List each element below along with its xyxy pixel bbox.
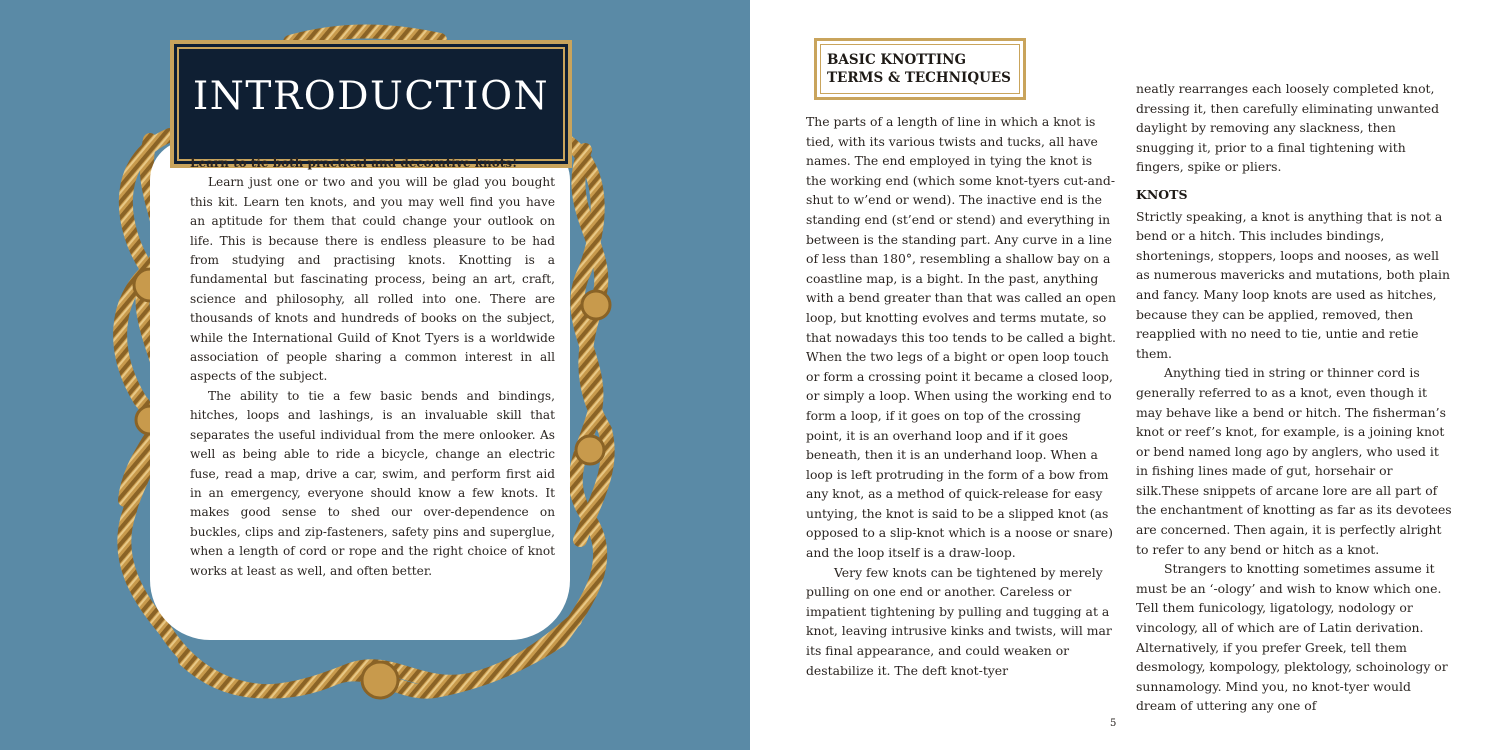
intro-body <box>190 154 555 581</box>
section-heading-line-2: TERMS & TECHNIQUES <box>827 70 1011 86</box>
col2-paragraph-2: Strictly speaking, a knot is anything that is not a bend or a hitch. This includes bindings, shortenings, stoppers, loops and nooses, as well as numerous mavericks and mutations, both plain and fancy. Many loop knots are used as hitches, because they can be applied, removed, then reapplied with no need to tie, untie and retie them. <box>1136 208 1450 361</box>
section-heading-line-1: BASIC KNOTTING <box>827 52 967 68</box>
page-number: 5 <box>1110 718 1117 729</box>
section-heading-frame <box>814 38 1026 100</box>
knots-heading: KNOTS <box>1136 186 1188 202</box>
title-frame <box>170 40 572 168</box>
text-column-2 <box>1136 79 1454 716</box>
intro-lead: Learn to tie both practical and decorative knots! <box>190 156 518 170</box>
col2-paragraph-1: neatly rearranges each loosely completed knot, dressing it, then carefully eliminating unwanted daylight by removing any slackness, then snugging it, prior to a final tightening with fingers, spike or pliers. <box>1136 81 1440 175</box>
intro-paragraph-1: Learn just one or two and you will be glad you bought this kit. Learn ten knots, and you may well find you have an aptitude for them that could change your outlook on life. This is because there is endless pleasure to be had from studying and practising knots. Knotting is a fundamental but fascinating process, being an art, craft, science and philosophy, all rolled into one. There are thousands of knots and hundreds of books on the subject, while the International Guild of Knot Tyers is a worldwide association of people sharing a common interest in all aspects of the subject. <box>190 175 555 384</box>
text-column-1 <box>806 112 1116 680</box>
col1-paragraph-1: The parts of a length of line in which a knot is tied, with its various twists and tucks, all have names. The end employed in tying the knot is the working end (which some knot-tyers cut-and-shut to w’end or wend). The inactive end is the standing end (st’end or stend) and everything in between is the standing part. Any curve in a line of less than 180°, resembling a shallow bay on a coastline map, is a bight. In the past, anything with a bend greater than that was called an open loop, but knotting evolves and terms mutate, so that nowadays this too tends to be called a bight. When the two legs of a bight or open loop touch or form a crossing point it became a closed loop, or simply a loop. When using the working end to form a loop, if it goes on top of the crossing point, it is an overhand loop and if it goes beneath, then it is an underhand loop. When a loop is left protruding in the form of a bow from any knot, as a method of quick-release for easy untying, the knot is said to be a slipped knot (as opposed to a slip-knot which is a noose or snare) and the loop itself is a draw-loop. <box>806 114 1116 561</box>
page-title: INTRODUCTION <box>192 74 550 119</box>
intro-paragraph-2: The ability to tie a few basic bends and bindings, hitches, loops and lashings, is an invaluable skill that separates the useful individual from the mere onlooker. As well as being able to ride a bicycle, change an electric fuse, read a map, drive a car, swim, and perform first aid in an emergency, everyone should know a few knots. It makes good sense to shed our over-dependence on buckles, clips and zip-fasteners, safety pins and superglue, when a length of cord or rope and the right choice of knot works at least as well, and often better. <box>190 388 555 578</box>
section-heading <box>827 51 1022 87</box>
col1-paragraph-2: Very few knots can be tightened by merely pulling on one end or another. Careless or impatient tightening by pulling and tugging at a knot, leaving intrusive kinks and twists, will mar its final appearance, and could weaken or destabilize it. The deft knot-tyer <box>806 564 1112 678</box>
col2-paragraph-4: Strangers to knotting sometimes assume it must be an ‘-ology’ and wish to know which one. Tell them funicology, ligatology, nodology or vincology, all of which are of Latin derivation. Alternatively, if you prefer Greek, tell them desmology, kompology, plektology, schoinology or sunnamology. Mind you, no knot-tyer would dream of uttering any one of <box>1136 561 1448 714</box>
col2-paragraph-3: Anything tied in string or thinner cord is generally referred to as a knot, even though it may behave like a bend or hitch. The fisherman’s knot or reef’s knot, for example, is a joining knot or bend named long ago by anglers, who used it in fishing lines made of gut, horsehair or silk.These snippets of arcane lore are all part of the enchantment of knotting as far as its devotees are concerned. Then again, it is perfectly alright to refer to any bend or hitch as a knot. <box>1136 365 1452 557</box>
